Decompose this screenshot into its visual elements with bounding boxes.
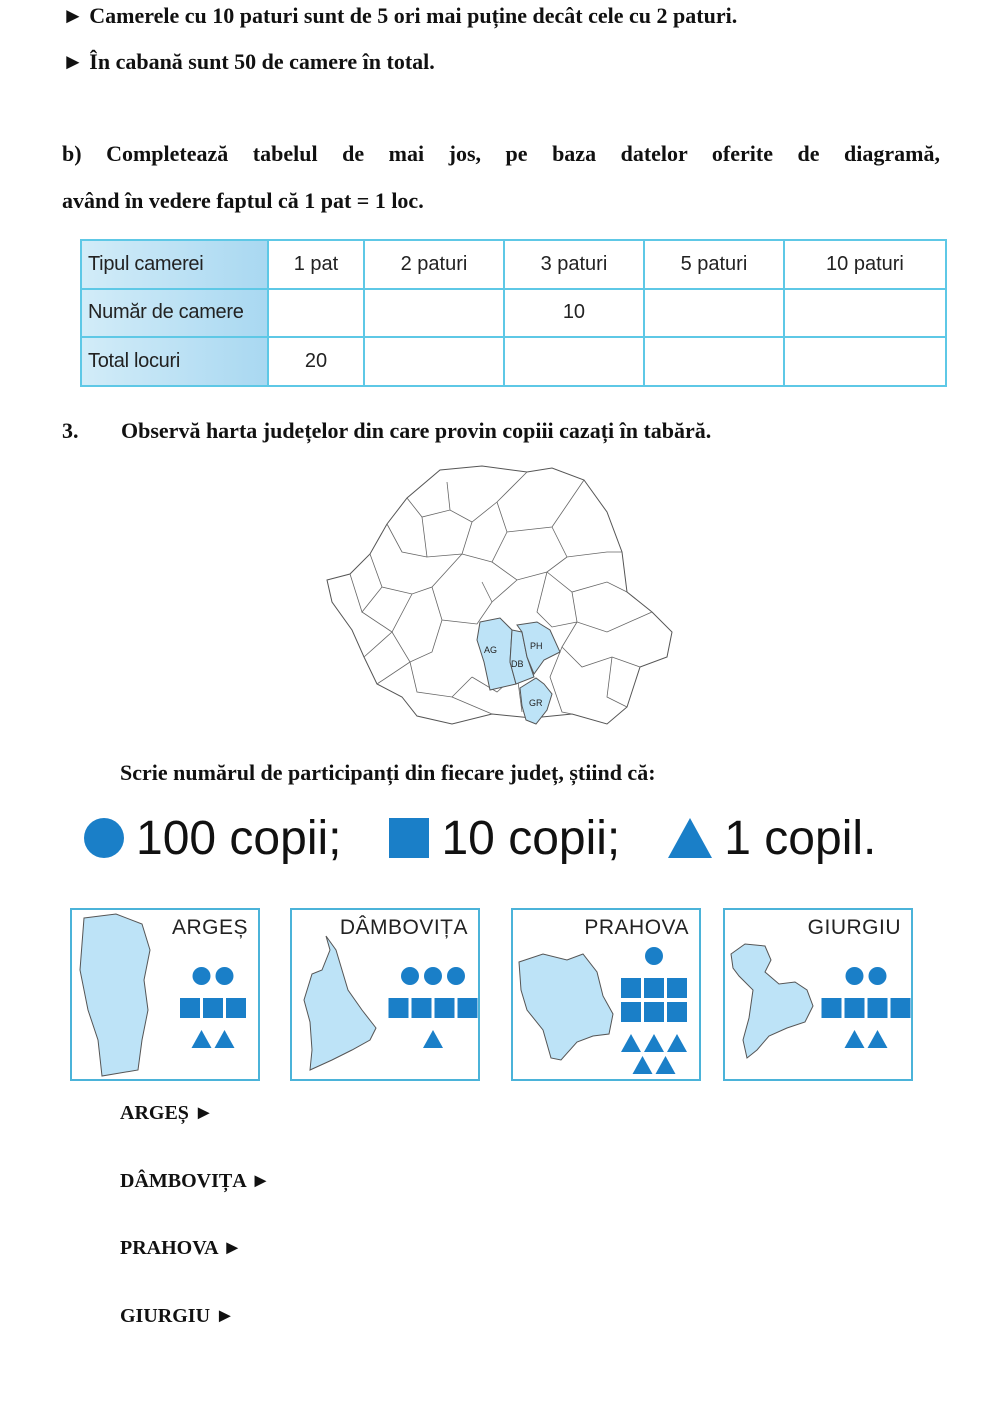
map-label-gr: GR [529, 698, 543, 708]
county-name-dambovita: DÂMBOVIȚA [339, 916, 468, 939]
legend-triangle-label: 1 copil. [724, 811, 877, 865]
square-icon [667, 978, 687, 998]
circle-icon [645, 947, 663, 965]
table-header-rooms: Număr de camere [81, 289, 268, 338]
romania-map [322, 462, 676, 732]
triangle-icon [666, 816, 714, 860]
county-name-prahova: PRAHOVA [584, 916, 689, 939]
circle-icon [193, 967, 211, 985]
cell-rooms-4[interactable] [644, 289, 784, 338]
task-3-number: 3. [62, 418, 79, 443]
legend-triangle [666, 811, 876, 866]
square-icon [891, 998, 911, 1018]
cell-type-2: 2 paturi [364, 240, 504, 289]
table-row-places [81, 337, 946, 386]
circle-icon [216, 967, 234, 985]
square-icon [435, 998, 455, 1018]
cell-places-3[interactable] [504, 337, 644, 386]
circle-icon [401, 967, 419, 985]
legend-circle [82, 811, 341, 866]
triangle-icon [644, 1034, 664, 1052]
statement-1: ► Camerele cu 10 paturi sunt de 5 ori mai puține decât cele cu 2 paturi. [62, 3, 738, 28]
square-icon [667, 1002, 687, 1022]
card-dambovita [290, 908, 480, 1081]
square-icon [226, 998, 246, 1018]
table-row-room-type [81, 240, 946, 289]
circle-icon [869, 967, 887, 985]
square-icon [644, 1002, 664, 1022]
cell-places-1: 20 [268, 337, 364, 386]
triangle-icon [215, 1030, 235, 1048]
square-icon [845, 998, 865, 1018]
triangle-icon [423, 1030, 443, 1048]
legend-square [387, 811, 620, 866]
triangle-icon [633, 1056, 653, 1074]
square-icon [621, 1002, 641, 1022]
cell-type-1: 1 pat [268, 240, 364, 289]
triangle-icon [656, 1056, 676, 1074]
map-label-db: DB [511, 659, 524, 669]
answer-arges: ARGEȘ ► [120, 1102, 214, 1124]
legend-square-label: 10 copii; [441, 811, 621, 865]
circle-icon [424, 967, 442, 985]
square-icon [458, 998, 478, 1018]
cell-places-5[interactable] [784, 337, 946, 386]
county-name-giurgiu: GIURGIU [807, 916, 901, 939]
cell-type-5: 10 paturi [784, 240, 946, 289]
square-icon [412, 998, 432, 1018]
circle-icon [846, 967, 864, 985]
triangle-icon [667, 1034, 687, 1052]
square-icon [644, 978, 664, 998]
square-icon [621, 978, 641, 998]
square-icon [389, 998, 409, 1018]
square-icon [203, 998, 223, 1018]
cell-type-3: 3 paturi [504, 240, 644, 289]
triangle-icon [192, 1030, 212, 1048]
cell-rooms-1[interactable] [268, 289, 364, 338]
square-icon [868, 998, 888, 1018]
card-prahova [511, 908, 701, 1081]
map-label-ph: PH [530, 641, 543, 651]
instruction: Scrie numărul de participanți din fiecare județ, știind că: [120, 760, 656, 785]
cell-rooms-5[interactable] [784, 289, 946, 338]
county-name-arges: ARGEȘ [171, 916, 248, 939]
card-arges [70, 908, 260, 1081]
rooms-table [80, 239, 947, 387]
statement-2: ► În cabană sunt 50 de camere în total. [62, 49, 435, 74]
task-b-line-2: având în vedere faptul că 1 pat = 1 loc. [62, 188, 424, 213]
cell-rooms-2[interactable] [364, 289, 504, 338]
square-icon [387, 816, 431, 860]
answer-prahova: PRAHOVA ► [120, 1237, 243, 1259]
answer-dambovita: DÂMBOVIȚA ► [120, 1170, 271, 1192]
circle-icon [447, 967, 465, 985]
circle-icon [82, 816, 126, 860]
table-row-rooms [81, 289, 946, 338]
legend-circle-label: 100 copii; [136, 811, 342, 865]
task-3-text: Observă harta județelor din care provin copiii cazați în tabără. [121, 418, 712, 443]
card-giurgiu [723, 908, 913, 1081]
cell-places-4[interactable] [644, 337, 784, 386]
task-b-line-1: b) Completează tabelul de mai jos, pe baza datelor oferite de diagramă, [62, 141, 940, 166]
table-header-room-type: Tipul camerei [81, 240, 268, 289]
cell-places-2[interactable] [364, 337, 504, 386]
triangle-icon [621, 1034, 641, 1052]
square-icon [822, 998, 842, 1018]
map-label-ag: AG [484, 645, 498, 655]
cell-rooms-3: 10 [504, 289, 644, 338]
square-icon [180, 998, 200, 1018]
triangle-icon [845, 1030, 865, 1048]
answer-giurgiu: GIURGIU ► [120, 1305, 235, 1327]
cell-type-4: 5 paturi [644, 240, 784, 289]
table-header-places: Total locuri [81, 337, 268, 386]
triangle-icon [868, 1030, 888, 1048]
symbol-legend [82, 806, 922, 870]
